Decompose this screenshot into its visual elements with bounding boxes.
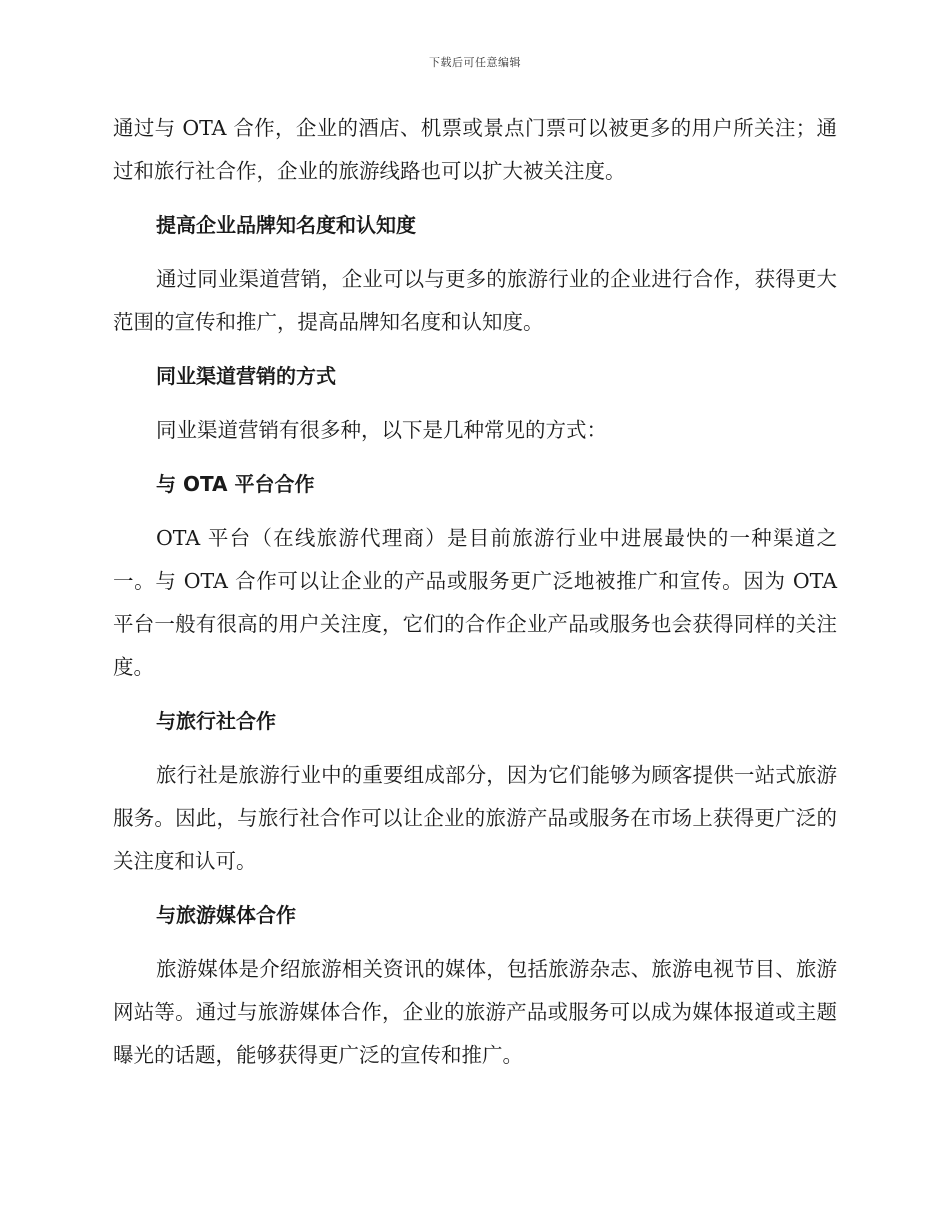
heading-travel-agency: 与旅行社合作 xyxy=(156,709,276,733)
heading-ota-platform: 与 OTA 平台合作 xyxy=(156,472,315,496)
paragraph-travel-media: 旅游媒体是介绍旅游相关资讯的媒体，包括旅游杂志、旅游电视节目、旅游网站等。通过与旅游媒体合作，企业的旅游产品或服务可以成为媒体报道或主题曝光的话题，能够获得更广泛的宣传和推广。 xyxy=(113,957,837,1067)
header-note: 下载后可任意编辑 xyxy=(429,56,521,69)
heading-channel-marketing-methods: 同业渠道营销的方式 xyxy=(156,364,336,388)
paragraph-channel-marketing-intro: 同业渠道营销有很多种，以下是几种常见的方式： xyxy=(156,418,607,442)
heading-brand-awareness: 提高企业品牌知名度和认知度 xyxy=(156,213,416,237)
document-body xyxy=(113,107,837,1088)
paragraph-ota-travel-agency-attention: 通过与 OTA 合作，企业的酒店、机票或景点门票可以被更多的用户所关注；通过和旅行社合作，企业的旅游线路也可以扩大被关注度。 xyxy=(113,116,837,183)
paragraph-travel-agency: 旅行社是旅游行业中的重要组成部分，因为它们能够为顾客提供一站式旅游服务。因此，与旅行社合作可以让企业的旅游产品或服务在市场上获得更广泛的关注度和认可。 xyxy=(113,763,837,873)
paragraph-ota-platform: OTA 平台（在线旅游代理商）是目前旅游行业中进展最快的一种渠道之一。与 OTA 合作可以让企业的产品或服务更广泛地被推广和宣传。因为 OTA 平台一般有很高的用户关注度，它们的合作企业产品或服务也会获得同样的关注度。 xyxy=(113,526,837,679)
paragraph-brand-awareness: 通过同业渠道营销，企业可以与更多的旅游行业的企业进行合作，获得更大范围的宣传和推广，提高品牌知名度和认知度。 xyxy=(113,267,837,334)
heading-travel-media: 与旅游媒体合作 xyxy=(156,903,296,927)
